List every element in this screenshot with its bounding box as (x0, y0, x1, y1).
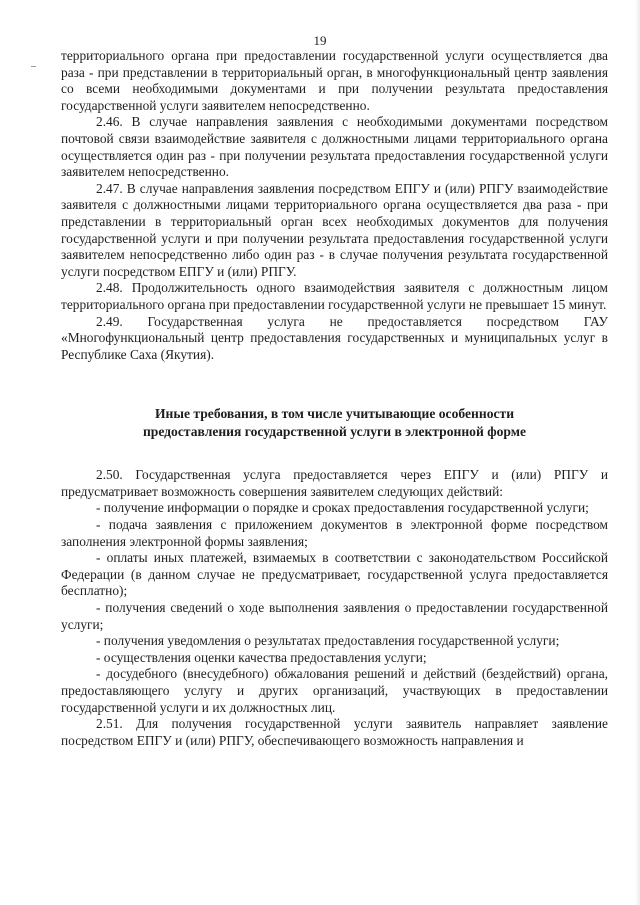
scan-edge-shadow (635, 0, 640, 905)
paragraph-2-46: 2.46. В случае направления заявления с необходимыми документами посредством почтовой связи взаимодействие заявителя с должностными лицами территориального органа осуществляется один раз - при получении результата предоставления государственной услуги заявителем непосредственно. (61, 114, 608, 180)
paragraph-2-48: 2.48. Продолжительность одного взаимодействия заявителя с должностным лицом территориального органа при предоставлении государственной услуги не превышает 15 минут. (61, 280, 608, 312)
list-item: - получение информации о порядке и сроках предоставления государственной услуги; (96, 500, 589, 516)
paragraph-2-50: 2.50. Государственная услуга предоставляется через ЕПГУ и (или) РПГУ и предусматривает возможность совершения заявителем следующих действий: (61, 467, 608, 499)
list-item: - осуществления оценки качества предоставления услуги; (96, 649, 427, 665)
section-heading-line-2: предоставления государственной услуги в электронной форме (142, 424, 527, 440)
margin-mark (31, 66, 36, 67)
list-item: - подача заявления с приложением документов в электронной форме посредством заполнения электронной формы заявления; (61, 517, 608, 549)
list-item: - досудебного (внесудебного) обжалования решений и действий (бездействий) органа, предоставляющего услугу и других организаций, участвующих в предоставлении государственной услуги и их должностных лиц. (61, 666, 608, 715)
section-heading (61, 405, 608, 441)
section-heading-line-1: Иные требования, в том числе учитывающие особенности (154, 406, 515, 422)
list-item: - оплаты иных платежей, взимаемых в соответствии с законодательством Российской Федерации (в данном случае не предусматривает, государственной услуга предоставляется бесплатно); (61, 550, 608, 599)
paragraph-2-47: 2.47. В случае направления заявления посредством ЕПГУ и (или) РПГУ взаимодействие заявителя с должностными лицами территориального органа осуществляется два раза - при представлении в территориальный орган всех необходимых документов для получения государственной услуги и при получении результата предоставления государственной услуги заявителем непосредственно либо один раз - в случае получения результата государственной услуги посредством ЕПГУ и (или) РПГУ. (61, 180, 608, 279)
paragraph-2-51: 2.51. Для получения государственной услуги заявитель направляет заявление посредством ЕПГУ и (или) РПГУ, обеспечивающего возможность направления и (61, 716, 608, 748)
list-item: - получения уведомления о результатах предоставления государственной услуги; (96, 633, 560, 649)
paragraph-continuation: территориального органа при предоставлении государственной услуги осуществляется два раза - при представлении в территориальный орган, в многофункциональный центр заявления со всеми необходимыми документами и при получении результата предоставления государственной услуги заявителем непосредственно. (61, 48, 608, 113)
list-item: - получения сведений о ходе выполнения заявления о предоставлении государственной услуги; (61, 600, 608, 632)
document-body (61, 48, 608, 749)
page-number: 19 (313, 33, 327, 48)
paragraph-2-49: 2.49. Государственная услуга не предоставляется посредством ГАУ «Многофункциональный центр предоставления государственных и муниципальных услуг в Республике Саха (Якутия). (61, 313, 608, 362)
